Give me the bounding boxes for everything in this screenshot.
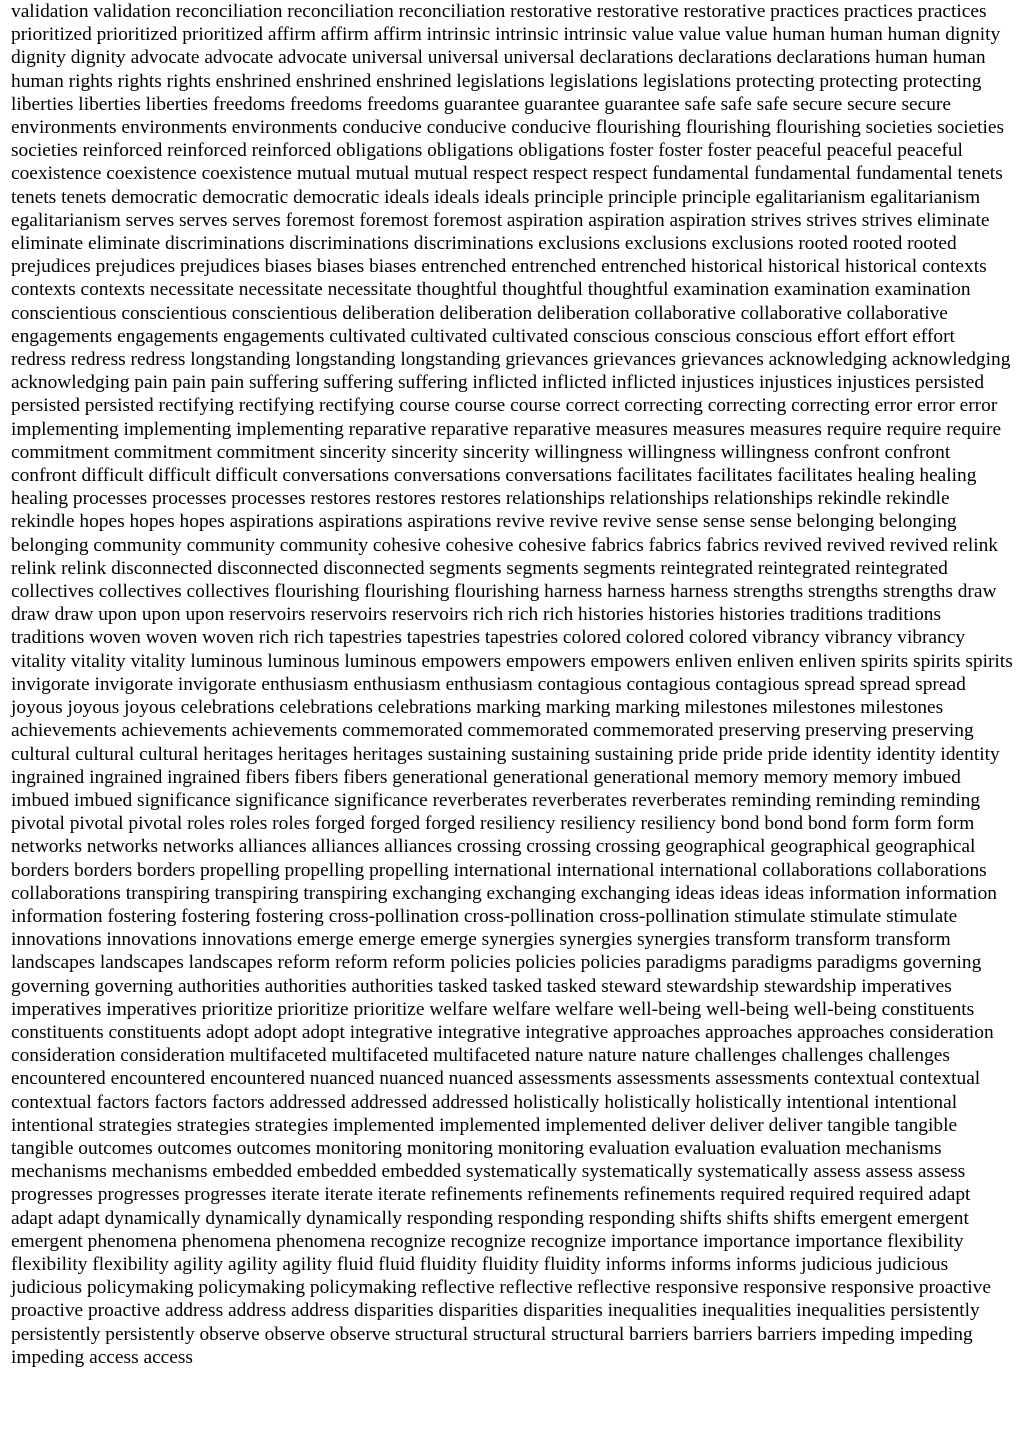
body-text: validation validation reconciliation reconciliation reconciliation restorative restorative restorative practices practices practices prioritized prioritized prioritized affirm affirm affirm intrinsic intrinsic intrinsic value value value human human human dignity dignity dignity advocate advocate advocate universal universal universal declarations declarations declarations human human human rights rights rights enshrined enshrined enshrined legislations legislations legislations protecting protecting protecting liberties liberties liberties freedoms freedoms freedoms guarantee guarantee guarantee safe safe safe secure secure secure environments environments environments conducive conducive conducive flourishing flourishing flourishing societies societies societies reinforced reinforced reinforced obligations obligations obligations foster foster foster peaceful peaceful peaceful coexistence coexistence coexistence mutual mutual mutual respect respect respect fundamental fundamental fundamental tenets tenets tenets democratic democratic democratic ideals ideals ideals principle principle principle egalitarianism egalitarianism egalitarianism serves serves serves foremost foremost foremost aspiration aspiration aspiration strives strives strives eliminate eliminate eliminate discriminations discriminations discriminations exclusions exclusions exclusions rooted rooted rooted prejudices prejudices prejudices biases biases biases entrenched entrenched entrenched historical historical historical contexts contexts contexts necessitate necessitate necessitate thoughtful thoughtful thoughtful examination examination examination conscientious conscientious conscientious deliberation deliberation deliberation collaborative collaborative collaborative engagements engagements engagements cultivated cultivated cultivated conscious conscious conscious effort effort effort redress redress redress longstanding longstanding longstanding grievances grievances grievances acknowledging acknowledging acknowledging pain pain pain suffering suffering suffering inflicted inflicted inflicted injustices injustices injustices persisted persisted persisted rectifying rectifying rectifying course course course correct correcting correcting correcting error error error implementing implementing implementing reparative reparative reparative measures measures measures require require require commitment commitment commitment sincerity sincerity sincerity willingness willingness willingness confront confront confront difficult difficult difficult conversations conversations conversations facilitates facilitates facilitates healing healing healing processes processes processes restores restores restores relationships relationships relationships rekindle rekindle rekindle hopes hopes hopes aspirations aspirations aspirations revive revive revive sense sense sense belonging belonging belonging community community community cohesive cohesive cohesive fabrics fabrics fabrics revived revived revived relink relink relink disconnected disconnected disconnected segments segments segments reintegrated reintegrated reintegrated collectives collectives collectives flourishing flourishing flourishing harness harness harness strengths strengths strengths draw draw draw upon upon upon reservoirs reservoirs reservoirs rich rich rich histories histories histories traditions traditions traditions woven woven woven rich rich tapestries tapestries tapestries colored colored colored vibrancy vibrancy vibrancy vitality vitality vitality luminous luminous luminous empowers empowers empowers enliven enliven enliven spirits spirits spirits invigorate invigorate invigorate enthusiasm enthusiasm enthusiasm contagious contagious contagious spread spread spread joyous joyous joyous celebrations celebrations celebrations marking marking marking milestones milestones milestones achievements achievements achievements commemorated commemorated commemorated preserving preserving preserving cultural cultural cultural heritages heritages heritages sustaining sustaining sustaining pride pride pride identity identity identity ingrained ingrained ingrained fibers fibers fibers generational generational generational memory memory memory imbued imbued imbued significance significance significance reverberates reverberates reverberates reminding reminding reminding pivotal pivotal pivotal roles roles roles forged forged forged resiliency resiliency resiliency bond bond bond form form form networks networks networks alliances alliances alliances crossing crossing crossing geographical geographical geographical borders borders borders propelling propelling propelling international international international collaborations collaborations collaborations transpiring transpiring transpiring exchanging exchanging exchanging ideas ideas ideas information information information fostering fostering fostering cross-pollination cross-pollination cross-pollination stimulate stimulate stimulate innovations innovations innovations emerge emerge emerge synergies synergies synergies transform transform transform landscapes landscapes landscapes reform reform reform policies policies policies paradigms paradigms paradigms governing governing governing authorities authorities authorities tasked tasked tasked steward stewardship stewardship imperatives imperatives imperatives prioritize prioritize prioritize welfare welfare welfare well-being well-being well-being constituents constituents constituents adopt adopt adopt integrative integrative integrative approaches approaches approaches consideration consideration consideration multifaceted multifaceted multifaceted nature nature nature challenges challenges challenges encountered encountered encountered nuanced nuanced nuanced assessments assessments assessments contextual contextual contextual factors factors factors addressed addressed addressed holistically holistically holistically intentional intentional intentional strategies strategies strategies implemented implemented implemented deliver deliver deliver tangible tangible tangible outcomes outcomes outcomes monitoring monitoring monitoring evaluation evaluation evaluation mechanisms mechanisms mechanisms embedded embedded embedded systematically systematically systematically assess assess assess progresses progresses progresses iterate iterate iterate refinements refinements refinements required required required adapt adapt adapt dynamically dynamically dynamically responding responding responding shifts shifts shifts emergent emergent emergent phenomena phenomena phenomena recognize recognize recognize importance importance importance flexibility flexibility flexibility agility agility agility fluid fluid fluidity fluidity fluidity informs informs informs judicious judicious judicious policymaking policymaking policymaking reflective reflective reflective responsive responsive responsive proactive proactive proactive address address address disparities disparities disparities inequalities inequalities inequalities persistently persistently persistently observe observe observe structural structural structural barriers barriers barriers impeding impeding impeding access access: [11, 1, 1013, 1368]
